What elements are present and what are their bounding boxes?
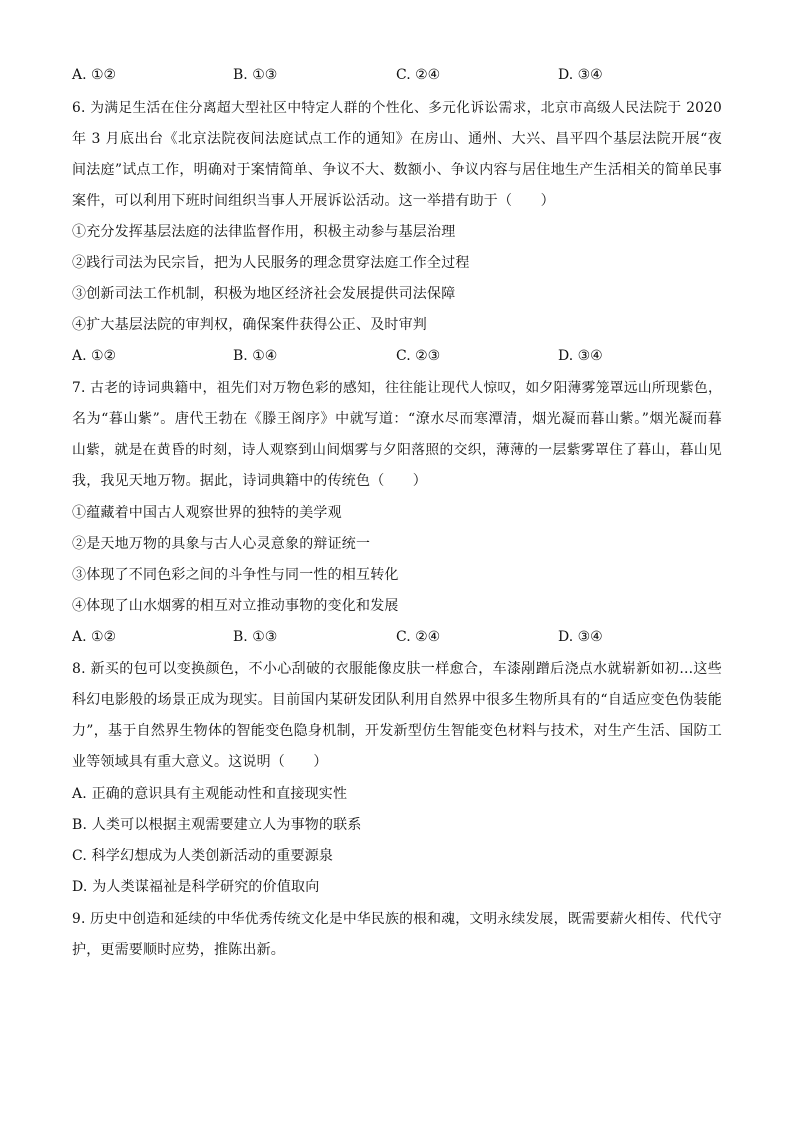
- q7-stem-line: 山紫，就是在黄昏的时刻，诗人观察到山间烟雾与夕阳落照的交织，薄薄的一层紫雾罩住了暮山，暮山见: [72, 442, 722, 458]
- q7-option-c: C. ②④: [396, 629, 441, 645]
- q7-stem-line: 我，我见天地万物。据此，诗词典籍中的传统色（ ）: [72, 473, 427, 489]
- q5-option-b: B. ①③: [233, 67, 278, 83]
- q9-stem-line: 护，更需要顺时应势，推陈出新。: [72, 942, 285, 958]
- q5-option-d: D. ③④: [558, 67, 603, 83]
- q6-option-a: A. ①②: [72, 348, 117, 364]
- q7-option-a: A. ①②: [72, 629, 117, 645]
- q7-stem-line: 7. 古老的诗词典籍中，祖先们对万物色彩的感知，往往能让现代人惊叹，如夕阳薄雾笼罩远山所现紫色，: [72, 380, 722, 396]
- q7-option-d: D. ③④: [558, 629, 603, 645]
- q7-option-b: B. ①③: [233, 629, 278, 645]
- q6-option-c: C. ②③: [396, 348, 441, 364]
- q6-option-d: D. ③④: [558, 348, 603, 364]
- q7-statement-3: ③体现了不同色彩之间的斗争性与同一性的相互转化: [72, 567, 399, 583]
- q5-option-c: C. ②④: [396, 67, 441, 83]
- q8-choice-c: C. 科学幻想成为人类创新活动的重要源泉: [72, 848, 334, 864]
- q6-statement-2: ②践行司法为民宗旨，把为人民服务的理念贯穿法庭工作全过程: [72, 255, 470, 271]
- q6-stem-line: 案件，可以利用下班时间组织当事人开展诉讼活动。这一举措有助于（ ）: [72, 193, 555, 209]
- q8-stem-line: 业等领域具有重大意义。这说明（ ）: [72, 754, 328, 770]
- q7-statement-4: ④体现了山水烟雾的相互对立推动事物的变化和发展: [72, 598, 399, 614]
- q6-options: [72, 346, 722, 366]
- q8-choice-b: B. 人类可以根据主观需要建立人为事物的联系: [72, 817, 362, 833]
- q8-choice-d: D. 为人类谋福祉是科学研究的价值取向: [72, 879, 320, 895]
- q6-statement-1: ①充分发挥基层法庭的法律监督作用，积极主动参与基层治理: [72, 224, 456, 240]
- q7-statement-2: ②是天地万物的具象与古人心灵意象的辩证统一: [72, 536, 371, 552]
- q7-options: [72, 627, 722, 647]
- q5-options: [72, 65, 722, 85]
- q8-choice-a: A. 正确的意识具有主观能动性和直接现实性: [72, 786, 348, 802]
- q6-stem-line: 年 3 月底出台《北京法院夜间法庭试点工作的通知》在房山、通州、大兴、昌平四个基层法院开展“夜: [72, 131, 722, 147]
- q8-stem-line: 科幻电影般的场景正成为现实。目前国内某研发团队利用自然界中很多生物所具有的“自适应变色伪装能: [72, 692, 722, 708]
- q6-statement-4: ④扩大基层法院的审判权，确保案件获得公正、及时审判: [72, 317, 427, 333]
- q6-stem-line: 6. 为满足生活在住分离超大型社区中特定人群的个性化、多元化诉讼需求，北京市高级人民法院于 2020: [72, 100, 722, 116]
- q7-stem-line: 名为“暮山紫”。唐代王勃在《滕王阁序》中就写道：“潦水尽而寒潭清，烟光凝而暮山紫。”烟光凝而暮: [72, 411, 722, 427]
- q5-option-a: A. ①②: [72, 67, 117, 83]
- q7-statement-1: ①蕴藏着中国古人观察世界的独特的美学观: [72, 505, 342, 521]
- q9-stem-line: 9. 历史中创造和延续的中华优秀传统文化是中华民族的根和魂，文明永续发展，既需要薪火相传、代代守: [72, 911, 722, 927]
- q6-option-b: B. ①④: [233, 348, 278, 364]
- q6-stem-line: 间法庭”试点工作，明确对于案情简单、争议不大、数额小、争议内容与居住地生产生活相关的简单民事: [72, 162, 722, 178]
- q8-stem-line: 8. 新买的包可以变换颜色，不小心刮破的衣服能像皮肤一样愈合，车漆剐蹭后浇点水就崭新如初...这些: [72, 661, 722, 677]
- q8-stem-line: 力”，基于自然界生物体的智能变色隐身机制，开发新型仿生智能变色材料与技术，对生产生活、国防工: [72, 723, 722, 739]
- q6-statement-3: ③创新司法工作机制，积极为地区经济社会发展提供司法保障: [72, 286, 456, 302]
